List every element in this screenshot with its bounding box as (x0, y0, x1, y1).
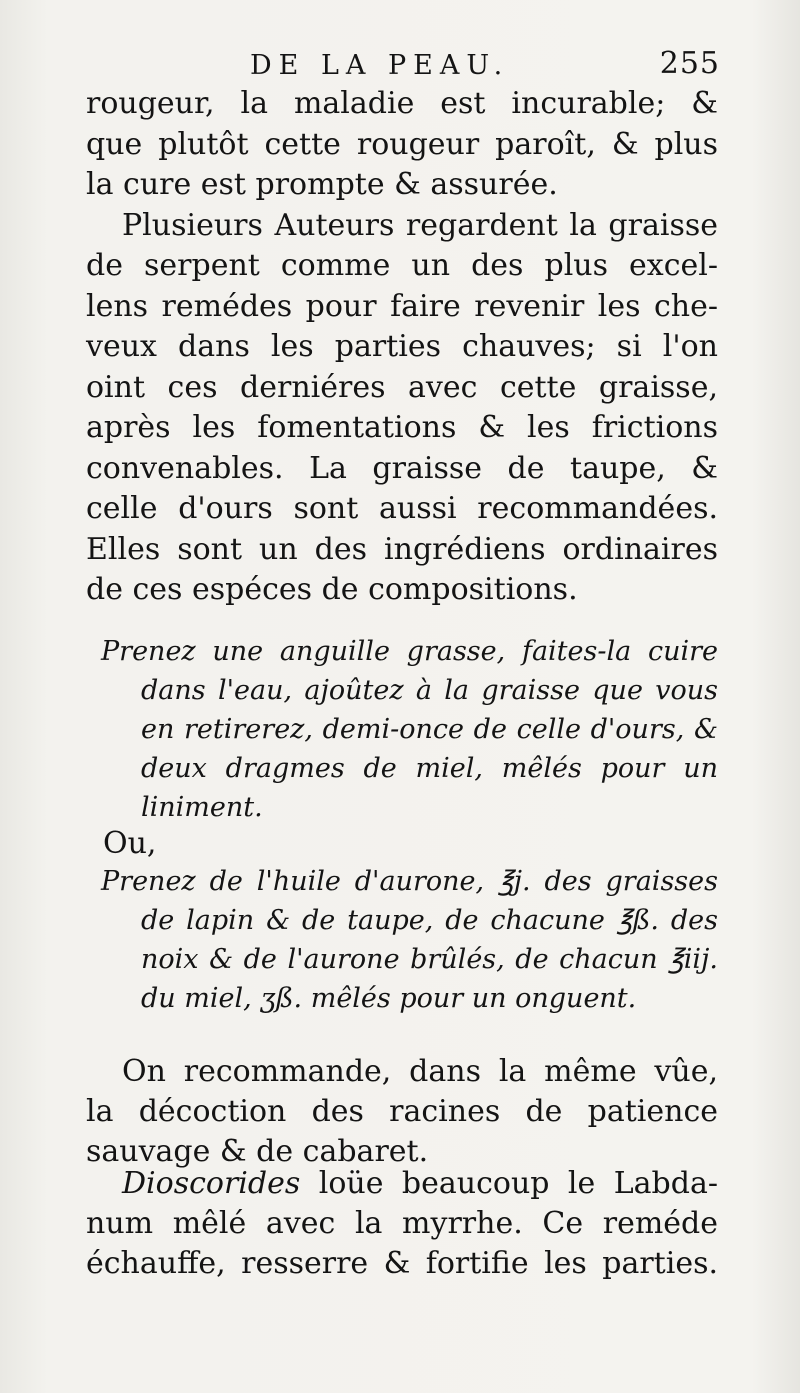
text-line: échauffe, resserre & fortifie les parties. (86, 1246, 718, 1281)
text-line: la cure est prompte & assurée. (86, 167, 558, 202)
recipe-line: Prenez de l'huile d'aurone, ℥j. des graisses (101, 866, 718, 897)
recipe-line: Prenez une anguille grasse, faites-la cuire (101, 636, 718, 667)
recipe-line: en retirerez, demi-once de celle d'ours, & (141, 714, 718, 745)
author-name: Dioscorides (122, 1166, 301, 1201)
or-word: Ou, (103, 826, 157, 861)
text-line: celle d'ours sont aussi recommandées. (86, 491, 718, 526)
recipe-line: liniment. (141, 792, 263, 823)
recipe-line: deux dragmes de miel, mêlés pour un (141, 753, 718, 784)
text-line: On recommande, dans la même vûe, (122, 1054, 718, 1089)
paragraph-decoction (86, 1052, 718, 1172)
running-title: DE LA PEAU. (250, 50, 510, 81)
text-line: rougeur, la maladie est incurable; & (86, 86, 718, 121)
recipe-line: de lapin & de taupe, de chacune ℥ß. des (141, 905, 718, 936)
page-number: 255 (659, 46, 720, 81)
text-line: oint ces derniéres avec cette graisse, (86, 369, 718, 405)
text-line (86, 1164, 718, 1204)
text-line: la décoction des racines de patience (86, 1094, 718, 1129)
text-line: lens remédes pour faire revenir les che- (86, 288, 718, 324)
text-line: Plusieurs Auteurs regardent la graisse (122, 207, 718, 243)
text-line: que plutôt cette rougeur paroît, & plus (86, 126, 718, 162)
text-line: num mêlé avec la myrrhe. Ce reméde (86, 1206, 718, 1241)
recipe-ointment (101, 862, 718, 1018)
recipe-liniment (101, 632, 718, 827)
recipe-line: noix & de l'aurone brûlés, de chacun ℥iij. (141, 944, 718, 975)
text-line: Elles sont un des ingrédiens ordinaires (86, 531, 718, 567)
main-text (86, 84, 718, 611)
text-line: sauvage & de cabaret. (86, 1134, 429, 1169)
running-header (250, 46, 720, 86)
recipe-line: du miel, ʒß. mêlés pour un onguent. (141, 983, 637, 1014)
text-line: de serpent comme un des plus excel- (86, 248, 718, 283)
text-line: de ces espéces de compositions. (86, 572, 578, 607)
text-fragment: loüe beaucoup le Labda- (300, 1166, 718, 1201)
text-line: veux dans les parties chauves; si l'on (86, 329, 718, 364)
recipe-line: dans l'eau, ajoûtez à la graisse que vous (141, 675, 718, 706)
paragraph-dioscorides (86, 1164, 718, 1284)
text-line: après les fomentations & les frictions (86, 410, 718, 445)
text-line: convenables. La graisse de taupe, & (86, 450, 718, 486)
